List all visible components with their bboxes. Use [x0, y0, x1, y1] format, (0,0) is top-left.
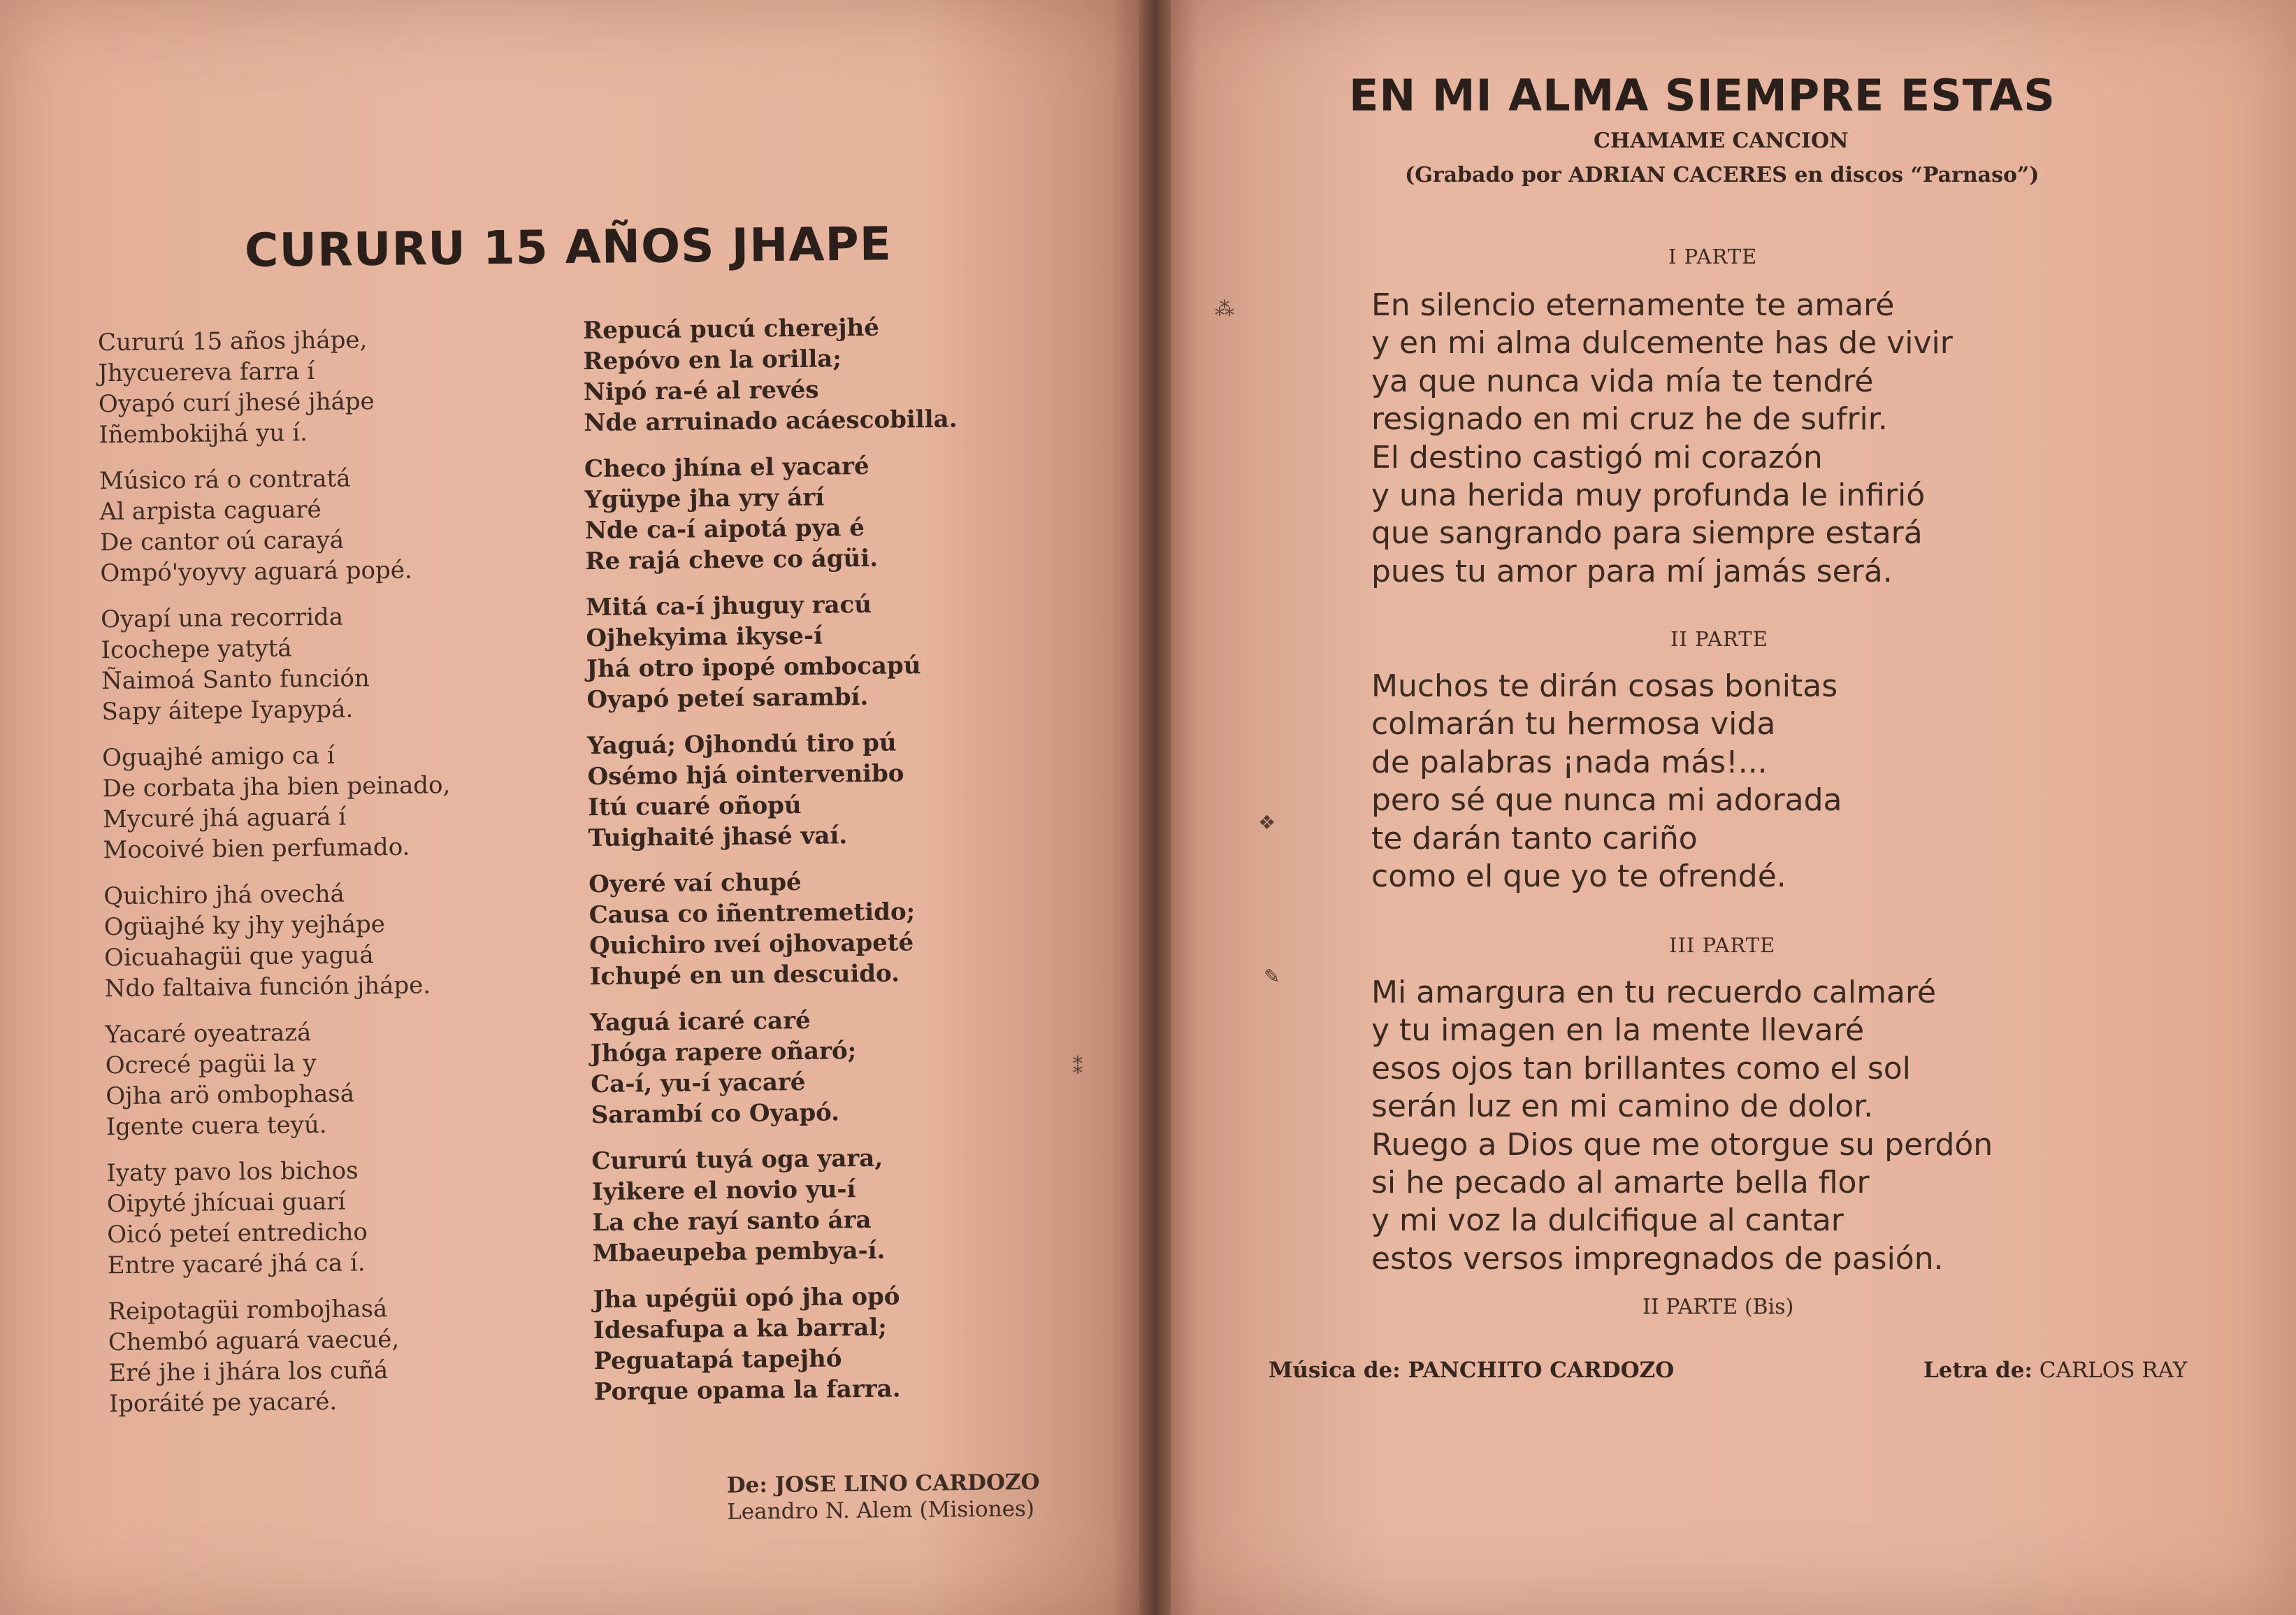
verse-line: Oyeré vaí chupé: [589, 868, 802, 899]
verse-line: de palabras ¡nada más!...: [1371, 744, 1768, 780]
part-1-verse: [1371, 287, 2140, 591]
verse-line: resignado en mi cruz he de sufrir.: [1371, 401, 1888, 438]
verse-line: pues tu amor para mí jamás será.: [1371, 553, 1893, 589]
verse-line: Jhycuereva farra í: [98, 357, 315, 388]
verse-line: Muchos te dirán cosas bonitas: [1371, 668, 1838, 704]
stanza: [98, 323, 533, 450]
verse-line: Nde arruinado acáescobilla.: [584, 405, 958, 438]
verse-line: Oyapó peteí sarambí.: [586, 682, 869, 715]
verse-line: Sapy áitepe Iyapypá.: [101, 695, 354, 726]
verse-line: Porque opama la farra.: [593, 1374, 901, 1407]
verse-line: Al arpista caguaré: [99, 495, 322, 526]
verse-line: Iñembokijhá yu í.: [99, 419, 308, 450]
verse-line: ya que nunca vida mía te tendré: [1371, 363, 1874, 399]
verse-line: si he pecado al amarte bella flor: [1371, 1165, 1870, 1201]
lyrics-label: Letra de:: [1923, 1358, 2033, 1383]
stanza: [589, 865, 1009, 992]
verse-line: Itú cuaré oñopú: [587, 791, 802, 822]
verse-line: Igente cuera teyú.: [106, 1110, 327, 1142]
verse-line: Oipyté jhícuai guarí: [106, 1187, 346, 1219]
verse-line: Ichupé en un descuido.: [589, 959, 900, 991]
verse-line: Oicó peteí entredicho: [107, 1218, 368, 1249]
verse-line: como el que yo te ofrendé.: [1371, 859, 1786, 895]
part-3-verse: [1371, 974, 2140, 1278]
stanza: [105, 1015, 540, 1142]
author-location: Leandro N. Alem (Misiones): [727, 1496, 1035, 1525]
verse-line: Ñaimoá Santo función: [101, 664, 370, 696]
verse-line: Jhá otro ipopé ombocapú: [586, 652, 921, 684]
verse-line: Peguatapá tapejhó: [593, 1344, 842, 1376]
verse-line: y tu imagen en la mente llevaré: [1371, 1012, 1865, 1049]
verse-line: Ruego a Dios que me otorgue su perdón: [1371, 1126, 1993, 1163]
verse-line: serán luz en mi camino de dolor.: [1371, 1089, 1874, 1125]
verse-line: En silencio eternamente te amaré: [1371, 287, 1895, 323]
verse-line: Oyapó curí jhesé jhápe: [98, 387, 375, 419]
verse-line: Mi amargura en tu recuerdo calmaré: [1371, 975, 1937, 1010]
left-song-title: CURURU 15 AÑOS JHAPE: [244, 217, 893, 278]
ink-speck: ⁂: [1215, 297, 1234, 320]
verse-line: Quichiro ıveí ojhovapeté: [589, 928, 914, 961]
verse-line: Ocrecé pagüi la y: [105, 1049, 317, 1080]
verse-line: Músico rá o contratá: [99, 464, 351, 496]
stanza: [583, 311, 1004, 438]
verse-line: Ojha arö ombophasá: [106, 1079, 355, 1111]
stanza: [590, 1003, 1011, 1130]
stanza: [586, 588, 1006, 715]
verse-line: Ompó'yoyvy aguará popé.: [100, 556, 412, 588]
verse-line: Cururú tuyá oga yara,: [591, 1144, 883, 1176]
verse-line: Iyaty pavo los bichos: [106, 1156, 359, 1188]
lyrics-author: CARLOS RAY: [2039, 1358, 2188, 1383]
verse-line: Mbaeupeba pembya-í.: [592, 1236, 886, 1268]
stanza: [593, 1280, 1013, 1407]
part-2-verse: [1371, 668, 2140, 896]
verse-line: Yaguá icaré caré: [590, 1006, 811, 1038]
verse-line: Sarambí co Oyapó.: [591, 1098, 840, 1130]
stanza: [101, 600, 535, 727]
verse-line: Entre yacaré jhá ca í.: [107, 1249, 366, 1280]
stanza: [108, 1292, 542, 1419]
verse-line: colmarán tu hermosa vida: [1371, 706, 1776, 742]
stanza: [106, 1154, 541, 1281]
verse-line: y en mi alma dulcemente has de vivir: [1371, 325, 1953, 361]
stanza: [591, 1142, 1012, 1269]
ink-speck: ✎: [1264, 965, 1280, 988]
stanza: [103, 877, 538, 1004]
verse-line: Ogüajhé ky jhy yejhápe: [103, 910, 386, 942]
verse-line: te darán tanto cariño: [1371, 820, 1698, 856]
stanza: [99, 461, 534, 589]
verse-line: Quichiro jhá ovechá: [103, 880, 345, 911]
left-credit: [727, 1468, 1091, 1525]
part-3-heading: III PARTE: [1669, 933, 1776, 957]
verse-line: Mycuré jhá aguará í: [102, 803, 347, 834]
verse-line: Ojhekyima ikyse-í: [586, 622, 823, 653]
verse-line: Iyikere el novio yu-í: [591, 1175, 856, 1207]
part-1-heading: I PARTE: [1668, 245, 1758, 268]
verse-line: Jha upégüi opó jha opó: [593, 1282, 900, 1314]
verse-line: estos versos impregnados de pasión.: [1371, 1240, 1944, 1277]
repeat-part-note: II PARTE (Bis): [1642, 1295, 1794, 1319]
verse-line: Mocoivé bien perfumado.: [103, 833, 410, 865]
music-credit: Música de: PANCHITO CARDOZO: [1269, 1358, 1675, 1383]
verse-line: El destino castigó mi corazón: [1371, 439, 1823, 475]
verse-line: que sangrando para siempre estará: [1371, 515, 1923, 552]
verse-line: Chembó aguará vaecué,: [108, 1325, 400, 1357]
verse-line: Mitá ca-í jhuguy racú: [585, 590, 872, 622]
verse-line: Causa co iñentremetido;: [589, 898, 916, 930]
verse-line: esos ojos tan brillantes como el sol: [1371, 1050, 1911, 1086]
right-song-title: EN MI ALMA SIEMPRE ESTAS: [1349, 70, 2056, 121]
verse-line: Nde ca-í aipotá pya é: [584, 513, 865, 545]
recording-note: (Grabado por ADRIAN CACERES en discos “Parnaso”): [1405, 163, 2039, 187]
verse-line: De cantor oú carayá: [99, 526, 345, 557]
verse-line: Jhóga rapere oñaró;: [590, 1037, 857, 1068]
stanza: [102, 738, 537, 866]
verse-line: Oyapí una recorrida: [100, 603, 344, 634]
ink-speck: ❖: [1258, 811, 1276, 834]
stanza: [587, 726, 1008, 854]
verse-line: Icochepe yatytá: [101, 634, 292, 665]
verse-line: Yacaré oyeatrazá: [105, 1019, 312, 1049]
verse-line: Repóvo en la orilla;: [583, 345, 842, 376]
verse-line: Reipotagüi rombojhasá: [108, 1295, 388, 1326]
part-2-heading: II PARTE: [1670, 627, 1768, 651]
verse-line: pero sé que nunca mi adorada: [1371, 782, 1842, 819]
verse-line: Idesafupa a ka barral;: [593, 1313, 888, 1345]
verse-line: Ygüype jha yry árí: [584, 483, 825, 515]
ink-speck: ⁑: [1073, 1056, 1083, 1079]
verse-line: De corbata jha bien peinado,: [102, 771, 451, 803]
verse-line: Checo jhína el yacaré: [584, 452, 869, 484]
lyrics-credit: [1923, 1358, 2187, 1383]
verse-line: Iporáité pe yacaré.: [108, 1387, 338, 1419]
genre-subtitle: CHAMAME CANCION: [1594, 129, 1849, 153]
verse-line: Yaguá; Ojhondú tiro pú: [586, 728, 897, 761]
verse-line: Oguajhé amigo ca í: [101, 741, 335, 773]
verse-line: Re rajá cheve co ágüi.: [585, 544, 879, 576]
verse-line: Ndo faltaiva función jhápe.: [104, 971, 431, 1003]
verse-line: Cururú 15 años jhápe,: [97, 326, 368, 357]
verse-line: Ca-í, yu-í yacaré: [591, 1068, 806, 1099]
left-column-2: [583, 311, 1014, 1423]
verse-line: Repucá pucú cherejhé: [582, 313, 880, 345]
verse-line: y una herida muy profunda le infirió: [1371, 478, 1926, 514]
verse-line: Osémo hjá ointervenibo: [587, 759, 904, 791]
verse-line: Nipó ra-é al revés: [583, 375, 819, 407]
stanza: [584, 450, 1005, 577]
verse-line: Oicuahagüi que yaguá: [103, 941, 374, 972]
verse-line: Tuighaité jhasé vaí.: [588, 821, 848, 853]
left-column-1: [98, 323, 543, 1435]
author-credit: De: JOSE LINO CARDOZO: [726, 1470, 1040, 1498]
verse-line: y mi voz la dulcifique al cantar: [1371, 1203, 1844, 1239]
verse-line: La che rayí santo ára: [592, 1205, 872, 1237]
verse-line: Eré jhe i jhára los cuñá: [108, 1356, 389, 1388]
book-spine: [1139, 0, 1171, 1615]
